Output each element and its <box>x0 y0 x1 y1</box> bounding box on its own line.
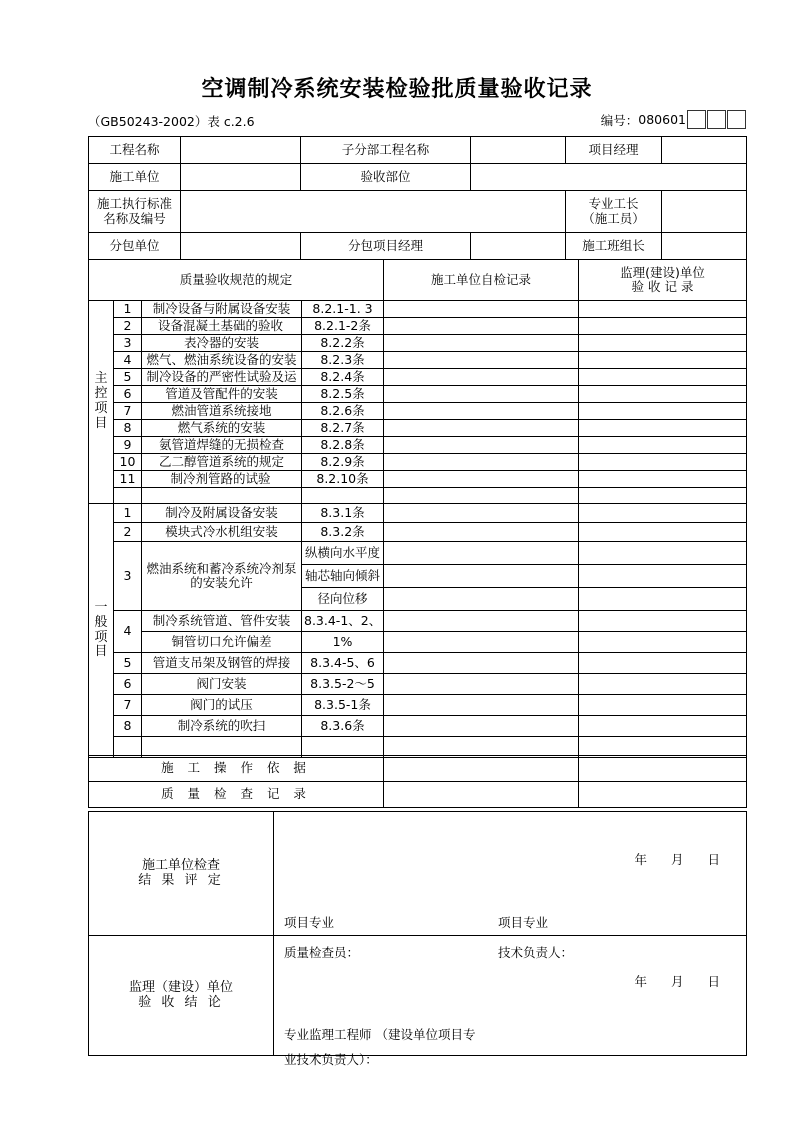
item3-self-inspection-grid[interactable] <box>384 542 579 565</box>
section-label-general-char-0: 一 <box>94 599 108 615</box>
item-desc: 管道及管配件的安装 <box>142 386 302 403</box>
spacer-clause <box>302 488 384 504</box>
item-self-inspection[interactable] <box>384 386 579 403</box>
item4-self-inspection-grid[interactable] <box>384 632 579 653</box>
item-supervision[interactable] <box>579 301 747 318</box>
form-number-label: 编号： <box>600 112 639 128</box>
item-supervision[interactable] <box>579 674 747 695</box>
col-header-supervision-line2: 验 收 记 录 <box>631 279 694 294</box>
item-supervision[interactable] <box>579 653 747 674</box>
item-supervision[interactable] <box>579 523 747 542</box>
item-self-inspection[interactable] <box>384 301 579 318</box>
item3-self-inspection-grid[interactable] <box>384 588 579 611</box>
item-no: 7 <box>114 695 142 716</box>
quality-check-self-value[interactable] <box>384 782 579 808</box>
item-supervision[interactable] <box>579 437 747 454</box>
spacer-desc <box>142 488 302 504</box>
form-number-box-3[interactable] <box>727 110 746 129</box>
evaluation-inspector-block <box>284 908 359 968</box>
item-supervision[interactable] <box>579 369 747 386</box>
item-desc: 模块式冷水机组安装 <box>142 523 302 542</box>
item3-self-inspection-grid[interactable] <box>384 565 579 588</box>
item-desc: 制冷系统的吹扫 <box>142 716 302 737</box>
spacer-supervision[interactable] <box>579 488 747 504</box>
item-clause: 8.2.10条 <box>302 471 384 488</box>
evaluation-col-a-line1: 项目专业 <box>284 914 335 930</box>
supervision-left-line2: 验 收 结 论 <box>138 994 224 1010</box>
item-clause: 8.2.2条 <box>302 335 384 352</box>
item-desc: 燃气、燃油系统设备的安装 <box>142 352 302 369</box>
item-supervision[interactable] <box>579 716 747 737</box>
table-row <box>89 611 747 632</box>
table-row <box>89 542 747 565</box>
supervision-engineer-block <box>284 1022 475 1072</box>
col-header-supervision-line1: 监理(建设)单位 <box>620 264 705 280</box>
item4-supervision-grid[interactable] <box>579 632 747 653</box>
table-row <box>89 191 747 233</box>
item-self-inspection[interactable] <box>384 471 579 488</box>
sub-division-label: 子分部工程名称 <box>301 137 471 164</box>
foreman-label-line2: （施工员） <box>582 210 645 226</box>
item-desc: 阀门的试压 <box>142 695 302 716</box>
evaluation-col-b-line2[interactable]: 技术负责人： <box>498 944 574 960</box>
table-row <box>89 936 747 1056</box>
table-row <box>89 352 747 369</box>
team-leader-value[interactable] <box>662 233 747 260</box>
item-clause: 8.2.1-1. 3 <box>302 301 384 318</box>
spacer-no <box>114 488 142 504</box>
evaluation-col-a-line2[interactable]: 质量检查员： <box>284 944 360 960</box>
item-self-inspection[interactable] <box>384 318 579 335</box>
table-row <box>89 653 747 674</box>
item-clause: 8.3.2条 <box>302 523 384 542</box>
project-name-value[interactable] <box>181 137 301 164</box>
evaluation-left-line1: 施工单位检查 <box>141 857 220 873</box>
item-clause: 8.3.4-5、6 <box>302 653 384 674</box>
item3-supervision-grid[interactable] <box>579 588 747 611</box>
header-info-table <box>88 136 747 260</box>
supervision-date-line[interactable]: 年 月 日 <box>634 974 730 990</box>
foreman-value[interactable] <box>662 191 747 233</box>
subcontract-manager-label: 分包项目经理 <box>301 233 471 260</box>
execution-standard-value[interactable] <box>181 191 566 233</box>
col-header-self-inspection: 施工单位自检记录 <box>384 260 579 301</box>
item-no: 4 <box>114 611 142 653</box>
item-clause: 8.3.5-1条 <box>302 695 384 716</box>
item-no: 7 <box>114 403 142 420</box>
item-clause: 8.2.6条 <box>302 403 384 420</box>
col-header-spec: 质量验收规范的规定 <box>89 260 384 301</box>
item-supervision[interactable] <box>579 318 747 335</box>
item-supervision[interactable] <box>579 403 747 420</box>
item-clause: 8.2.3条 <box>302 352 384 369</box>
item-clause: 8.2.9条 <box>302 454 384 471</box>
acceptance-part-value[interactable] <box>471 164 747 191</box>
item-self-inspection[interactable] <box>384 420 579 437</box>
section-label-main-control-char-2: 项 <box>94 401 108 416</box>
evaluation-body <box>274 812 747 960</box>
item-self-inspection[interactable] <box>384 653 579 674</box>
item-supervision[interactable] <box>579 352 747 369</box>
item-clause: 8.2.5条 <box>302 386 384 403</box>
item-no: 4 <box>114 352 142 369</box>
table-row <box>89 403 747 420</box>
operation-basis-supervision-value[interactable] <box>579 756 747 782</box>
sub-division-value[interactable] <box>471 137 566 164</box>
item-desc: 氨管道焊缝的无损检查 <box>142 437 302 454</box>
form-number-box-2[interactable] <box>707 110 726 129</box>
item-self-inspection[interactable] <box>384 716 579 737</box>
item3-group-label: 燃油系统和蓄冷系统冷剂泵的安装允许 <box>142 542 302 611</box>
item3-supervision-grid[interactable] <box>579 565 747 588</box>
item3-sub-name: 径向位移 <box>302 588 384 611</box>
supervision-left-line1: 监理（建设）单位 <box>128 979 233 995</box>
execution-standard-label-line1: 施工执行标准 <box>96 196 172 212</box>
item4-sub-name: 制冷系统管道、管件安装 <box>142 611 302 632</box>
table-row <box>89 504 747 523</box>
form-number-group <box>601 110 746 129</box>
section-label-general-char-1: 般 <box>94 614 108 630</box>
table-row <box>89 420 747 437</box>
table-row <box>89 756 747 782</box>
item-no: 1 <box>114 504 142 523</box>
item-no: 3 <box>114 542 142 611</box>
item-no: 5 <box>114 653 142 674</box>
section-label-general-char-2: 项 <box>94 629 108 645</box>
section-label-general <box>89 504 114 758</box>
inspection-table <box>88 259 747 758</box>
construction-unit-label: 施工单位 <box>89 164 181 191</box>
item-clause: 8.3.5-2～5 <box>302 674 384 695</box>
team-leader-label: 施工班组长 <box>566 233 662 260</box>
item-clause: 8.3.6条 <box>302 716 384 737</box>
table-row <box>89 471 747 488</box>
project-name-label: 工程名称 <box>89 137 181 164</box>
item3-sub-name: 轴芯轴向倾斜 <box>302 565 384 588</box>
item-desc: 制冷剂管路的试验 <box>142 471 302 488</box>
table-row <box>89 695 747 716</box>
item-no: 1 <box>114 301 142 318</box>
table-row <box>89 137 747 164</box>
item-desc: 制冷设备的严密性试验及运 <box>142 369 302 386</box>
execution-standard-label <box>89 191 181 233</box>
item-clause: 8.2.4条 <box>302 369 384 386</box>
operation-basis-self-value[interactable] <box>384 756 579 782</box>
item-self-inspection[interactable] <box>384 695 579 716</box>
item-no: 10 <box>114 454 142 471</box>
execution-standard-label-line2: 名称及编号 <box>103 210 166 226</box>
item-desc: 阀门安装 <box>142 674 302 695</box>
col-header-supervision <box>579 260 747 301</box>
item-supervision[interactable] <box>579 471 747 488</box>
table-row <box>89 523 747 542</box>
item4-sub-value: 8.3.4-1、2、 <box>302 611 384 632</box>
section-label-general-char-3: 目 <box>94 644 108 660</box>
subcontract-unit-value[interactable] <box>181 233 301 260</box>
item-self-inspection[interactable] <box>384 352 579 369</box>
item-desc: 制冷及附属设备安装 <box>142 504 302 523</box>
table-row <box>89 437 747 454</box>
item-self-inspection[interactable] <box>384 674 579 695</box>
item-self-inspection[interactable] <box>384 335 579 352</box>
item-self-inspection[interactable] <box>384 369 579 386</box>
item-desc: 设备混凝土基础的验收 <box>142 318 302 335</box>
item-self-inspection[interactable] <box>384 437 579 454</box>
section-label-main-control-char-3: 目 <box>94 415 108 431</box>
table-row-spacer <box>89 488 747 504</box>
item-clause: 8.2.7条 <box>302 420 384 437</box>
item-clause: 8.2.8条 <box>302 437 384 454</box>
foreman-label-line1: 专业工长 <box>588 196 639 212</box>
item-supervision[interactable] <box>579 504 747 523</box>
table-row <box>89 164 747 191</box>
section-label-main-control-char-0: 主 <box>94 371 108 387</box>
page-title: 空调制冷系统安装检验批质量验收记录 <box>201 77 593 102</box>
table-row <box>89 369 747 386</box>
quality-check-record-label: 质 量 检 查 记 录 <box>89 782 384 808</box>
item-supervision[interactable] <box>579 454 747 471</box>
quality-check-supervision-value[interactable] <box>579 782 747 808</box>
item-no: 8 <box>114 420 142 437</box>
item-no: 5 <box>114 369 142 386</box>
item-desc: 燃气系统的安装 <box>142 420 302 437</box>
evaluation-date-line[interactable]: 年 月 日 <box>634 852 730 868</box>
construction-unit-value[interactable] <box>181 164 301 191</box>
item-desc: 制冷设备与附属设备安装 <box>142 301 302 318</box>
item-supervision[interactable] <box>579 611 747 632</box>
section-label-main-control <box>89 301 114 504</box>
evaluation-left-label <box>89 812 274 936</box>
item-desc: 表冷器的安装 <box>142 335 302 352</box>
item-no: 2 <box>114 318 142 335</box>
standard-code: （GB50243-2002）表 c.2.6 <box>88 114 255 129</box>
table-row <box>89 674 747 695</box>
item-clause: 8.3.1条 <box>302 504 384 523</box>
item3-sub-name: 纵横向水平度 <box>302 542 384 565</box>
table-row <box>89 454 747 471</box>
item-desc: 管道支吊架及钢管的焊接 <box>142 653 302 674</box>
table-row <box>89 632 747 653</box>
supervision-left-label <box>89 936 274 1056</box>
project-manager-label: 项目经理 <box>566 137 662 164</box>
table-row <box>89 318 747 335</box>
item-self-inspection[interactable] <box>384 454 579 471</box>
table-header-row <box>89 260 747 301</box>
item-no: 2 <box>114 523 142 542</box>
item4-sub-value: 1% <box>302 632 384 653</box>
foreman-label <box>566 191 662 233</box>
item-no: 3 <box>114 335 142 352</box>
subcontract-manager-value[interactable] <box>471 233 566 260</box>
item-no: 6 <box>114 674 142 695</box>
item-desc: 燃油管道系统接地 <box>142 403 302 420</box>
item-supervision[interactable] <box>579 695 747 716</box>
footer-rows-table <box>88 755 747 808</box>
form-number-box-1[interactable] <box>687 110 706 129</box>
item-supervision[interactable] <box>579 335 747 352</box>
signature-blocks-table <box>88 811 747 1067</box>
project-manager-value[interactable] <box>662 137 747 164</box>
item3-supervision-grid[interactable] <box>579 542 747 565</box>
form-number-value: 080601 <box>638 112 686 127</box>
item-self-inspection[interactable] <box>384 403 579 420</box>
item-desc: 乙二醇管道系统的规定 <box>142 454 302 471</box>
acceptance-part-label: 验收部位 <box>301 164 471 191</box>
subheader <box>88 112 746 132</box>
evaluation-tech-lead-block <box>498 908 573 968</box>
table-row <box>89 716 747 737</box>
item-no: 9 <box>114 437 142 454</box>
table-row <box>89 233 747 260</box>
table-row <box>89 335 747 352</box>
operation-basis-label: 施 工 操 作 依 据 <box>89 756 384 782</box>
table-row <box>89 782 747 808</box>
evaluation-col-b-line1: 项目专业 <box>498 914 549 930</box>
evaluation-left-line2: 结 果 评 定 <box>138 872 224 888</box>
supervision-body-line2[interactable]: 业技术负责人）： <box>284 1051 378 1067</box>
item-no: 6 <box>114 386 142 403</box>
item-self-inspection[interactable] <box>384 523 579 542</box>
section-label-main-control-char-1: 控 <box>94 386 108 402</box>
item-self-inspection[interactable] <box>384 611 579 632</box>
table-row <box>89 812 747 936</box>
table-row <box>89 301 747 318</box>
item-supervision[interactable] <box>579 420 747 437</box>
item-no: 8 <box>114 716 142 737</box>
item-supervision[interactable] <box>579 386 747 403</box>
supervision-body-line1: 专业监理工程师 （建设单位项目专 <box>284 1026 476 1042</box>
item-self-inspection[interactable] <box>384 504 579 523</box>
spacer-self-inspection[interactable] <box>384 488 579 504</box>
table-row <box>89 386 747 403</box>
subcontract-unit-label: 分包单位 <box>89 233 181 260</box>
item-no: 11 <box>114 471 142 488</box>
item-clause: 8.2.1-2条 <box>302 318 384 335</box>
item4-sub-name: 铜管切口允许偏差 <box>142 632 302 653</box>
